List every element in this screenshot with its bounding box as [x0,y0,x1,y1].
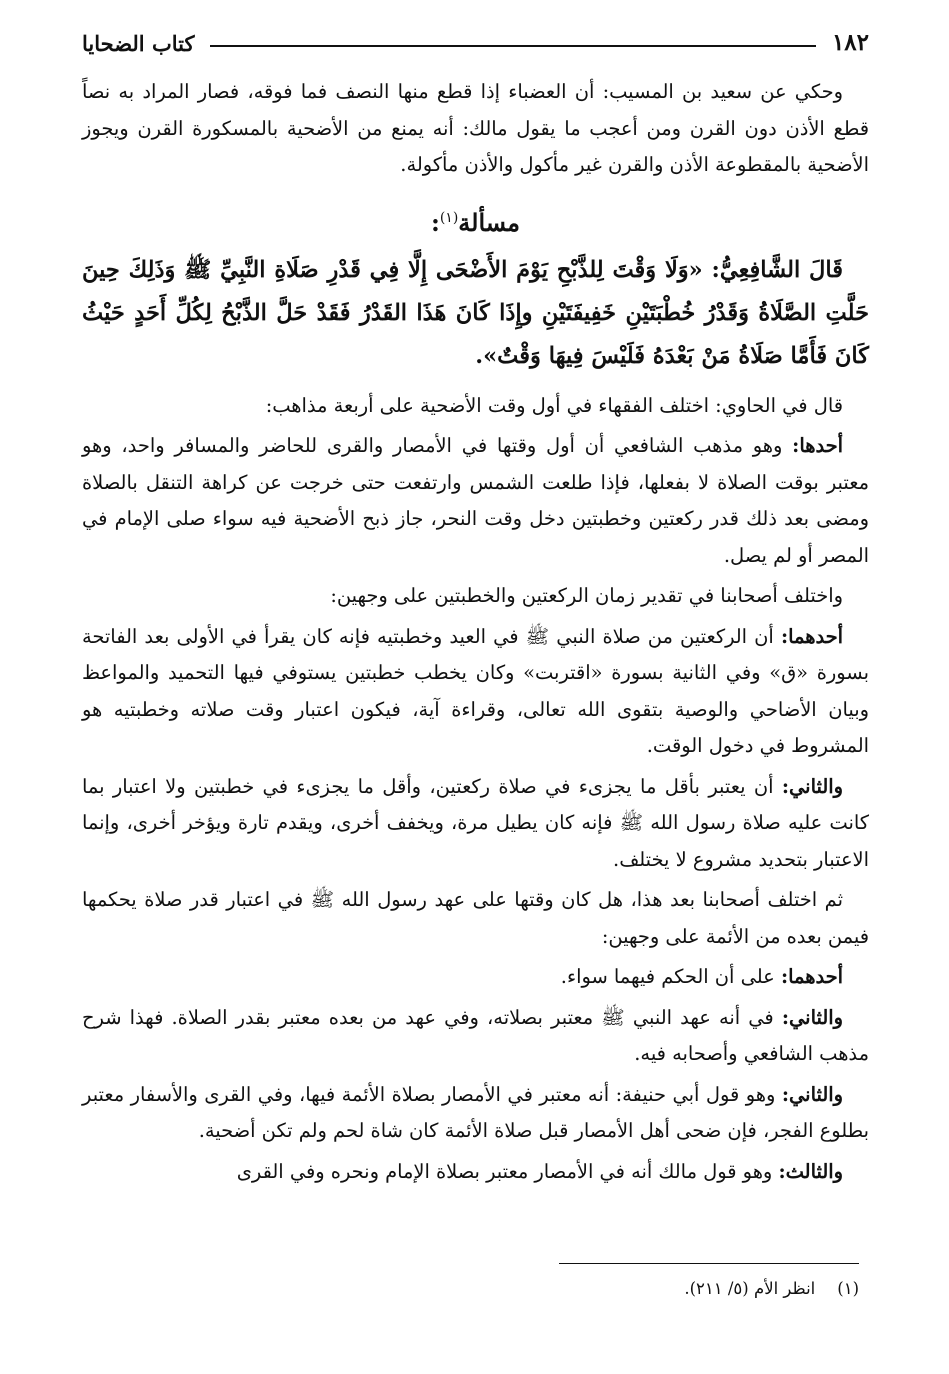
footnote [684,1276,859,1302]
footnote-ref[interactable]: (١) [439,209,459,226]
paragraph-5 [82,769,869,879]
paragraph-text: في أنه عهد النبي ﷺ معتبر بصلاته، وفي عهد من بعده معتبر بقدر الصلاة. فهذا شرح مذهب الشافعي وأصحابه فيه. [82,1005,869,1065]
quote-text: «وَلَا وَقْتَ لِلذَّبْحِ يَوْمَ الأَضْحَى إِلَّا فِي قَدْرِ صَلَاةِ النَّبِيِّ ﷺ وَذَلِكَ حِينَ حَلَّتِ الصَّلَاةُ وَقَدْرُ خُطْبَتَيْنِ خَفِيفَتَيْنِ وإِذَا كَانَ هَذَا القَدْرُ فَقَدْ حَلَّ الذَّبْحُ لِكُلِّ أَحَدٍ حَيْثُ كَانَ فَأَمَّا صَلَاةُ مَنْ بَعْدَهُ فَلَيْسَ فِيهَا وَقْتٌ». [82,256,869,369]
paragraph-10 [82,1154,869,1191]
paragraph-lead: والثاني: [781,1082,843,1106]
paragraph-4 [82,619,869,765]
paragraph-text: واختلف أصحابنا في تقدير زمان الركعتين والخطبتين على وجهين: [330,584,843,607]
paragraph-text: ثم اختلف أصحابنا بعد هذا، هل كان وقتها على عهد رسول الله ﷺ في اعتبار قدر صلاة يحكمها فيمن بعده من الأئمة على وجهين: [82,888,869,948]
paragraph-7 [82,959,869,996]
page [82,22,869,1194]
footnote-number: (١) [837,1279,859,1298]
paragraph-lead: أحدها: [792,434,843,457]
paragraph-text: أن الركعتين من صلاة النبي ﷺ في العيد وخطبتيه فإنه كان يقرأ في الأولى بعد الفاتحة بسورة «ق» وفي الثانية بسورة «اقتربت» وكان يخطب خطبتين يستوفي فيها التحميد والمواعظ وبيان الأضاحي والوصية بتقوى الله تعالى، وقراءة آية، فيكون اعتبار وقت صلاته وخطبتيه هو المشروط في دخول الوقت. [82,624,869,757]
footnote-text: انظر الأم (٥/ ٢١١). [684,1279,816,1298]
section-heading-suffix: : [430,207,440,237]
paragraph-6 [82,882,869,955]
shafii-quote [82,249,869,378]
paragraph-8 [82,1000,869,1073]
paragraph-lead: والثاني: [781,1005,843,1029]
paragraph-2 [82,428,869,574]
section-heading [82,200,869,241]
header-rule [210,45,815,47]
book-title: كتاب الضحايا [82,31,195,56]
paragraph-9 [82,1077,869,1150]
paragraph-lead: أحدهما: [780,965,843,988]
page-number: ١٨٢ [831,29,869,56]
paragraph-lead: والثاني: [781,774,843,798]
page-header [82,22,869,56]
paragraph-text: وهو قول مالك أنه في الأمصار معتبر بصلاة الإمام ونحره وفي القرى [236,1159,773,1183]
paragraph-text: قال في الحاوي: اختلف الفقهاء في أول وقت الأضحية على أربعة مذاهب: [265,393,843,417]
intro-paragraph: وحكي عن سعيد بن المسيب: أن العضباء إذا قطع منها النصف فما فوقه، فصار المراد به نصاً قطع الأذن دون القرن ومن أعجب ما يقول مالك: أنه يمنع من الأضحية بالمسكورة القرن ويجوز الأضحية بالمقطوعة الأذن والقرن غير مأكول والأذن مأكولة. [82,80,869,176]
paragraph-text: وهو قول أبي حنيفة: أنه معتبر في الأمصار بصلاة الأئمة فيها، وفي القرى والأسفار معتبر بطلوع الفجر، فإن ضحى أهل الأمصار قبل صلاة الأئمة كان شاة لحم ولم تكن أضحية. [82,1082,869,1142]
paragraph-text: وهو مذهب الشافعي أن أول وقتها في الأمصار والقرى للحاضر والمسافر واحد، وهو معتبر بوقت الصلاة لا بفعلها، فإذا طلعت الشمس وارتفعت حتى خرجت عن كراهة التنقل بالصلاة ومضى بعد ذلك قدر ركعتين وخطبتين دخل وقت النحر، جاز ذبح الأضحية فيه سواء صلى الإمام في المصر أو لم يصل. [82,434,869,567]
paragraph-lead: والثالث: [778,1159,843,1183]
quote-speaker: قَالَ الشَّافِعِيُّ: [711,256,844,283]
paragraph-1 [82,388,869,425]
footnote-rule [559,1263,859,1264]
paragraph-3 [82,578,869,615]
paragraph-lead: أحدهما: [780,624,843,648]
paragraph-text: أن يعتبر بأقل ما يجزىء في صلاة ركعتين، وأقل ما يجزىء في خطبتين ولا اعتبار بما كانت عليه صلاة رسول الله ﷺ فإنه كان يطيل مرة، ويخفف أخرى، ويقدم تارة ويؤخر أخرى، وإنما الاعتبار بتحديد مشروع لا يختلف. [82,774,869,871]
paragraph-text: على أن الحكم فيهما سواء. [560,965,775,988]
section-heading-title: مسألة [458,207,521,237]
